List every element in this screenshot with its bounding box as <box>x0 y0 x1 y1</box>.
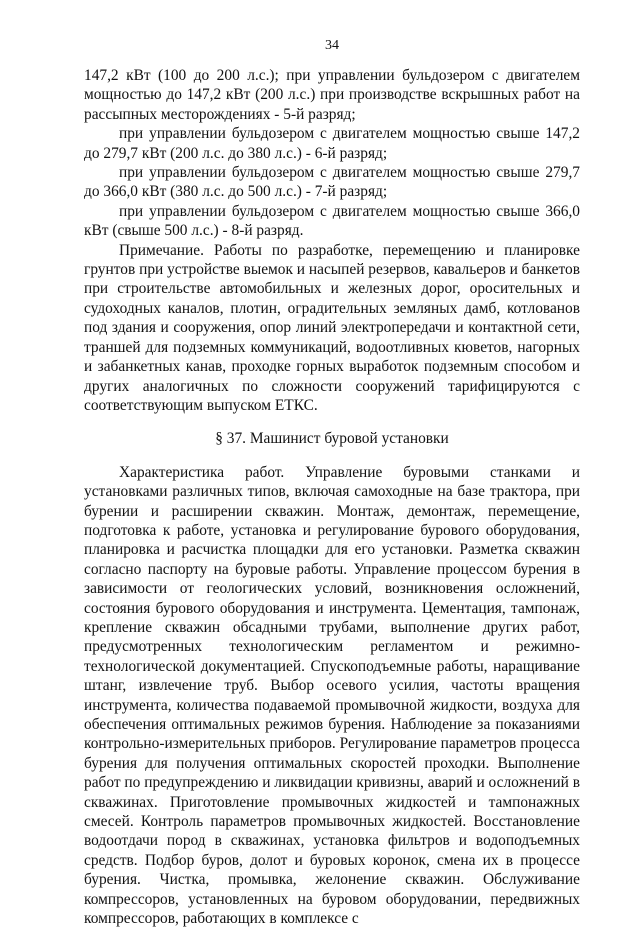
page-number: 34 <box>325 38 339 53</box>
paragraph-bulldozer-rank-6: при управлении бульдозером с двигателем мощностью свыше 147,2 до 279,7 кВт (200 л.с. до 380 л.с.) - 6-й разряд; <box>84 125 580 162</box>
paragraph-bulldozer-rank-5: 147,2 кВт (100 до 200 л.с.); при управлении бульдозером с двигателем мощностью до 147,2 кВт (200 л.с.) при производстве вскрышных работ на рассыпных месторождениях - 5-й разряд; <box>84 67 580 123</box>
paragraph-work-characteristic: Характеристика работ. Управление буровыми станками и установками различных типов, включая самоходные на базе трактора, при бурении и расширении скважин. Монтаж, демонтаж, перемещение, подготовка к работе, установка и регулирование бурового оборудования, планировка и расчистка площадки для его установки. Разметка скважин согласно паспорту на буровые работы. Управление процессом бурения в зависимости от геологических условий, возникновения осложнений, состояния бурового оборудования и инструмента. Цементация, тампонаж, крепление скважин обсадными трубами, выполнение других работ, предусмотренных технологическим регламентом и режимно-технологической документацией. Спускоподъемные работы, наращивание штанг, извлечение труб. Выбор осевого усилия, частоты вращения инструмента, количества подаваемой промывочной жидкости, воздуха для обеспечения оптимальных режимов бурения. Наблюдение за показаниями контрольно-измерительных приборов. Регулирование параметров процесса бурения для получения оптимальных скоростей проходки. Выполнение работ по предупреждению и ликвидации кривизны, аварий и осложнений в скважинах. Приготовление промывочных жидкостей и тампонажных смесей. Контроль параметров промывочных жидкостей. Восстановление водоотдачи пород в скважинах, установка фильтров и водоподъемных средств. Подбор буров, долот и буровых коронок, смена их в процессе бурения. Чистка, промывка, желонение скважин. Обслуживание компрессоров, установленных на буровом оборудовании, передвижных компрессоров, работающих в комплексе с <box>84 463 580 928</box>
paragraph-bulldozer-rank-7: при управлении бульдозером с двигателем мощностью свыше 279,7 до 366,0 кВт (380 л.с. до 500 л.с.) - 7-й разряд; <box>84 164 580 201</box>
section-heading: § 37. Машинист буровой установки <box>215 430 449 448</box>
paragraph-note: Примечание. Работы по разработке, перемещению и планировке грунтов при устройстве выемок и насыпей резервов, кавальеров и банкетов при строительстве автомобильных и железных дорог, оросительных и судоходных каналов, плотин, оградительных земляных дамб, котлованов под здания и сооружения, опор линий электропередачи и контактной сети, траншей для подземных коммуникаций, водоотливных кюветов, нагорных и забанкетных канав, проходке горных выработок подземным способом и других аналогичных по сложности сооружений тарифицируются с соответствующим выпуском ЕТКС. <box>84 241 580 414</box>
paragraph-bulldozer-rank-8: при управлении бульдозером с двигателем мощностью свыше 366,0 кВт (свыше 500 л.с.) - 8-й разряд. <box>84 202 580 240</box>
